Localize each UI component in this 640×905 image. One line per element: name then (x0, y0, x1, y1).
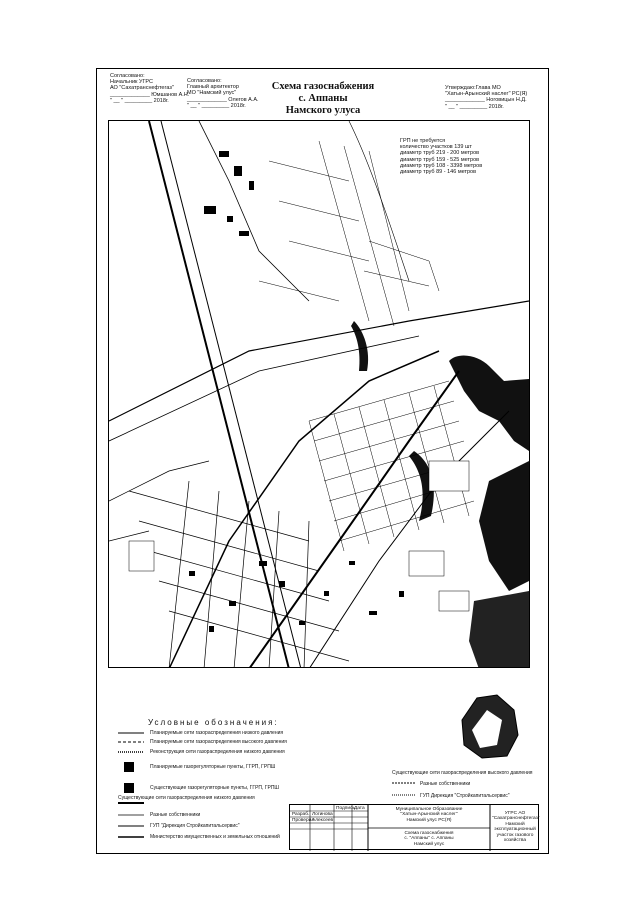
dark-area (469, 591, 529, 668)
buildings (189, 151, 404, 632)
tb-text: участок газового (496, 832, 534, 838)
approval-text: АО "Сахатранснефтегаз" (110, 85, 174, 92)
note-line: диаметр труб 89 - 146 метров (400, 169, 477, 176)
row-label: Разраб. (292, 811, 310, 817)
legend-item: Разные собственники (420, 781, 471, 787)
tb-text: Муниципальное Образование (395, 807, 463, 812)
approval-text: Согласовано: (187, 78, 222, 84)
legend-item: ГУП "Дирекция Стройкапитальсервис" (150, 823, 240, 829)
approval-text: Начальник УГРС (110, 79, 154, 86)
title-line: Схема газоснабжения (271, 81, 375, 92)
pond (351, 321, 368, 371)
title-line: с. Аппаны (298, 93, 348, 104)
tb-text: хозяйства (503, 838, 527, 844)
tb-text: Схема газоснабжения (404, 831, 454, 836)
note-line: количество участков 139 шт (400, 144, 472, 151)
row-label: Проверил (292, 817, 315, 823)
legend-item: Планируемые сети газораспределения высокого давления (150, 739, 287, 745)
approval-text: " __ " _________ 2018г. (187, 102, 246, 109)
approval-text: Утверждаю:Глава МО (445, 85, 501, 91)
title-block-company (492, 811, 538, 843)
approval-text: " __ " _________ 2018г. (110, 97, 169, 104)
map-drawing (109, 121, 530, 668)
road (149, 121, 289, 668)
legend-item: Существующие газорегуляторные пункты, ГГРП, ГРПШ (150, 785, 280, 791)
gas-line (169, 351, 439, 668)
legend-right-symbols (392, 779, 418, 799)
legend-item: ГУП Дирекция "Стройкапитальсервис" (420, 793, 510, 799)
legend-item: Существующие сети газораспределения высокого давления (392, 770, 533, 776)
approval-text: МО "Намский улус" (187, 90, 237, 97)
note-line: диаметр труб 159 - 525 метров (400, 156, 480, 163)
legend-item: Реконструкция сети газораспределения низкого давления (150, 749, 285, 755)
legend-item: Существующие сети газораспределения низкого давления (118, 795, 255, 801)
legend-item: Планируемые газорегуляторные пункты, ГГРП, ГРПШ (150, 764, 276, 770)
location-inset (452, 690, 524, 762)
dark-area (449, 356, 529, 451)
title-line: Намского улуса (285, 105, 361, 116)
legend-symbols (118, 731, 146, 841)
approval-text: _____________ Олегов А.А. (187, 96, 259, 103)
tb-text: "Хатын-Арынский наслег" (400, 812, 458, 818)
approval-block-left (110, 73, 189, 104)
col-header: Подпись (336, 805, 355, 811)
legend-item: Разные собственники (150, 812, 201, 818)
village-map (108, 120, 530, 668)
row-name: Логинова (312, 811, 333, 817)
tb-text: "Сахатранснефтегаз" (492, 816, 540, 822)
tb-text: эксплуатационный (494, 827, 536, 833)
col-header: Дата (354, 805, 365, 811)
note-line: диаметр труб 108 - 3398 метров (400, 162, 483, 169)
approval-block-right (445, 85, 527, 110)
dark-area (479, 461, 529, 591)
approval-text: _____________ Юмшанов А.Н. (110, 91, 190, 98)
legend-square-existing (124, 783, 134, 793)
map-title (258, 81, 388, 117)
legend-item: Планируемые сети газораспределения низкого давления (150, 730, 284, 736)
tb-text: Намский (505, 821, 525, 827)
legend-title: Условные обозначения: (148, 718, 279, 727)
row-name: Алексеев (312, 817, 334, 823)
tb-text: Намский улус (413, 841, 445, 847)
approval-block-middle (187, 78, 259, 109)
gas-line (249, 371, 459, 668)
road (109, 336, 419, 441)
approval-text: " __ " _________ 2018г. (445, 103, 504, 110)
tb-text: УГРС АО (504, 811, 526, 816)
title-block (289, 804, 539, 850)
pipe-notes (400, 138, 482, 175)
legend-square-planned (124, 762, 134, 772)
title-block-org (370, 807, 488, 823)
legend-item: Министерство имущественных и земельных отношений (150, 834, 280, 840)
note-line: диаметр труб 219 - 200 метров (400, 150, 480, 157)
approval-text: Главный архитектор (187, 84, 239, 91)
hatched-blocks (129, 461, 469, 611)
approval-text: "Хатын-Арынский наслег" РС(Я) (445, 91, 528, 98)
tb-text: с. "Аппаны" с. Аппаны (404, 836, 454, 842)
title-block-drawing-name (370, 831, 488, 847)
tb-text: Намский улус РС(Я) (406, 817, 452, 823)
note-line: ГРП не требуется (400, 138, 446, 144)
approval-text: Согласовано: (110, 73, 145, 79)
approval-text: _____________ Ноговицын Н.Д. (445, 97, 527, 104)
